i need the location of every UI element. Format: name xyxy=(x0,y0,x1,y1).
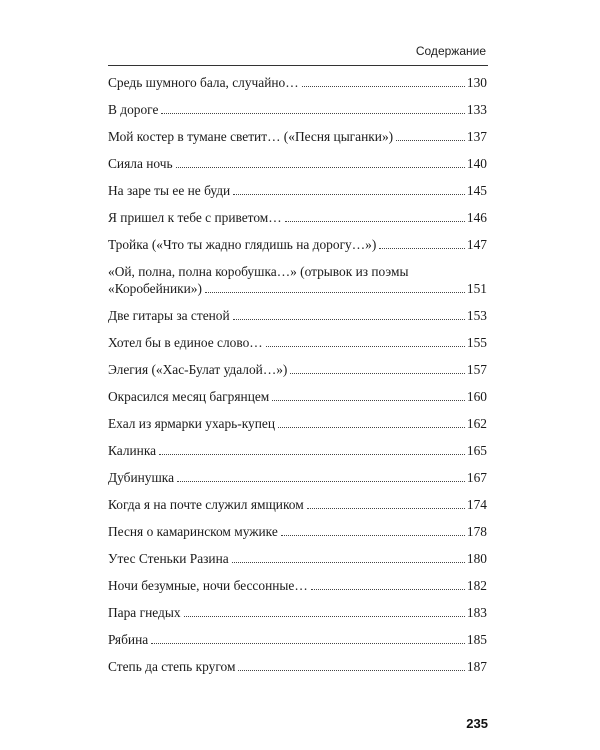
dot-leader xyxy=(177,481,465,482)
dot-leader xyxy=(233,194,465,195)
toc-entry-title: Ехал из ярмарки ухарь-купец xyxy=(108,416,275,431)
toc-entry xyxy=(108,74,487,101)
toc-entry-page: 165 xyxy=(466,443,487,458)
toc-entry-page: 185 xyxy=(466,632,487,647)
dot-leader xyxy=(307,508,465,509)
toc-entry xyxy=(108,550,487,577)
dot-leader xyxy=(161,113,464,114)
dot-leader xyxy=(285,221,465,222)
toc-entry xyxy=(108,496,487,523)
toc-entry-title: Ночи безумные, ночи бессонные… xyxy=(108,578,308,593)
dot-leader xyxy=(311,589,465,590)
toc-entry-title: Степь да степь кругом xyxy=(108,659,236,674)
toc-entry-page: 133 xyxy=(466,102,487,117)
toc-entry-title: Мой костер в тумане светит… («Песня цыганки») xyxy=(108,129,394,144)
header-rule xyxy=(108,65,488,66)
dot-leader xyxy=(159,454,465,455)
toc-entry xyxy=(108,604,487,631)
toc-entry-page: 174 xyxy=(466,497,487,512)
dot-leader xyxy=(290,373,465,374)
toc-entry-title: В дороге xyxy=(108,102,159,117)
toc-entry-page: 183 xyxy=(466,605,487,620)
toc-entry xyxy=(108,577,487,604)
dot-leader xyxy=(184,616,465,617)
toc-entry-title: Калинка xyxy=(108,443,157,458)
dot-leader xyxy=(205,292,465,293)
toc-entry-title-line2: «Коробейники») xyxy=(108,281,202,296)
toc-entry xyxy=(108,307,487,334)
toc-entry-page: 130 xyxy=(466,75,487,90)
dot-leader xyxy=(272,400,465,401)
toc-entry-title: Я пришел к тебе с приветом… xyxy=(108,210,282,225)
dot-leader xyxy=(176,167,465,168)
toc-entry-page: 151 xyxy=(466,281,487,296)
toc-entry xyxy=(108,631,487,658)
toc-entry-page: 140 xyxy=(466,156,487,171)
toc-entry-title: На заре ты ее не буди xyxy=(108,183,231,198)
dot-leader xyxy=(151,643,465,644)
dot-leader xyxy=(379,248,465,249)
toc-entry-title-line1: «Ой, полна, полна коробушка…» (отрывок из поэмы xyxy=(108,264,409,279)
dot-leader xyxy=(266,346,465,347)
toc-entry-title: Две гитары за стеной xyxy=(108,308,230,323)
toc-entry-title: Рябина xyxy=(108,632,149,647)
toc-entry xyxy=(108,263,487,307)
toc-entry-page: 160 xyxy=(466,389,487,404)
toc-entry-title: Сияла ночь xyxy=(108,156,173,171)
toc-entry xyxy=(108,209,487,236)
toc-entry-title: Дубинушка xyxy=(108,470,175,485)
toc-entry-page: 178 xyxy=(466,524,487,539)
toc-entry xyxy=(108,658,487,685)
toc-entry-page: 137 xyxy=(466,129,487,144)
toc-entry xyxy=(108,155,487,182)
toc-entry-page: 145 xyxy=(466,183,487,198)
toc-entry-page: 167 xyxy=(466,470,487,485)
toc-entry-title: Утес Стеньки Разина xyxy=(108,551,229,566)
toc-entry xyxy=(108,388,487,415)
toc-entry-title: Окрасился месяц багрянцем xyxy=(108,389,270,404)
toc-entry-title: Песня о камаринском мужике xyxy=(108,524,278,539)
dot-leader xyxy=(281,535,465,536)
toc-entry xyxy=(108,182,487,209)
toc-entry-page: 182 xyxy=(466,578,487,593)
running-header-title: Содержание xyxy=(415,44,486,58)
toc-entry xyxy=(108,523,487,550)
toc-entry-title: Хотел бы в единое слово… xyxy=(108,335,263,350)
dot-leader xyxy=(278,427,465,428)
toc-entry xyxy=(108,469,487,496)
toc-entry-page: 157 xyxy=(466,362,487,377)
dot-leader xyxy=(232,562,465,563)
toc-entry-title: Тройка («Что ты жадно глядишь на дорогу…») xyxy=(108,237,377,252)
toc-entry-page: 187 xyxy=(466,659,487,674)
page-number: 235 xyxy=(466,716,488,731)
toc-entry-title: Пара гнедых xyxy=(108,605,181,620)
dot-leader xyxy=(233,319,465,320)
toc-entry xyxy=(108,415,487,442)
toc-entry-page: 147 xyxy=(466,237,487,252)
toc-entry-page: 146 xyxy=(466,210,487,225)
toc-entry-title: Средь шумного бала, случайно… xyxy=(108,75,299,90)
toc-entry xyxy=(108,101,487,128)
toc-entry xyxy=(108,128,487,155)
table-of-contents xyxy=(108,74,487,685)
toc-entry-page: 155 xyxy=(466,335,487,350)
toc-entry xyxy=(108,361,487,388)
toc-entry xyxy=(108,442,487,469)
dot-leader xyxy=(238,670,464,671)
toc-entry xyxy=(108,236,487,263)
toc-entry-page: 180 xyxy=(466,551,487,566)
dot-leader xyxy=(302,86,465,87)
toc-entry-page: 153 xyxy=(466,308,487,323)
toc-entry-title: Элегия («Хас-Булат удалой…») xyxy=(108,362,288,377)
toc-entry-page: 162 xyxy=(466,416,487,431)
toc-entry xyxy=(108,334,487,361)
dot-leader xyxy=(396,140,465,141)
toc-entry-title: Когда я на почте служил ямщиком xyxy=(108,497,304,512)
